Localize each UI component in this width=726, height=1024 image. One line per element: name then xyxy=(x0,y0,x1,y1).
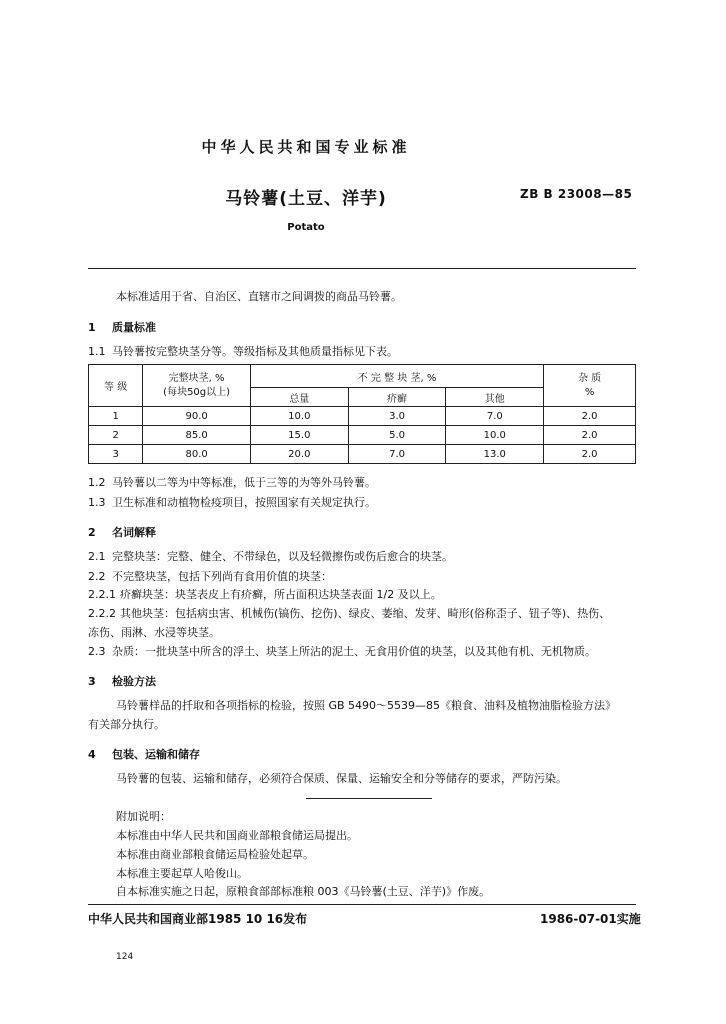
effective-date: 1986-07-01实施 xyxy=(540,912,641,926)
clause-1-1-number: 1.1 xyxy=(88,345,106,358)
clause-2-2 xyxy=(88,570,332,584)
clause-2-2-1 xyxy=(88,588,442,602)
clause-2-1-number: 2.1 xyxy=(88,550,106,563)
cell-other: 7.0 xyxy=(446,407,544,426)
section-2-number: 2 xyxy=(88,526,96,539)
cell-impurity: 2.0 xyxy=(544,426,636,445)
clause-2-2-text: 不完整块茎，包括下列尚有食用价值的块茎： xyxy=(112,570,332,583)
notes-line: 本标准由商业部粮食储运局检验处起草。 xyxy=(116,848,314,861)
cell-whole: 85.0 xyxy=(143,426,251,445)
col-grade-header: 等 级 xyxy=(89,365,143,407)
quality-grade-table xyxy=(88,364,636,464)
notes-divider xyxy=(306,798,432,799)
notes-title: 附加说明： xyxy=(116,810,171,823)
col-other-header: 其他 xyxy=(446,388,544,407)
clause-2-2-number: 2.2 xyxy=(88,570,106,583)
clause-2-2-2-number: 2.2.2 xyxy=(88,607,116,620)
notes-line: 自本标准实施之日起，原粮食部部标准粮 003《马铃薯(土豆、洋芋)》作废。 xyxy=(116,885,491,898)
section-2-title: 名词解释 xyxy=(112,526,156,539)
clause-2-2-2 xyxy=(88,607,610,621)
clause-2-3 xyxy=(88,645,596,659)
page-number: 124 xyxy=(116,952,134,962)
section-3-text: 马铃薯样品的扦取和各项指标的检验，按照 GB 5490～5539—85《粮食、油料及植物油脂检验方法》 xyxy=(116,699,617,712)
cell-other: 13.0 xyxy=(446,445,544,464)
scope-paragraph: 本标准适用于省、自治区、直辖市之间调拨的商品马铃薯。 xyxy=(116,290,402,303)
col-whole-header-line1: 完整块茎, % xyxy=(168,372,225,384)
standard-code: ZB B 23008—85 xyxy=(520,187,633,201)
issuing-body-title: 中华人民共和国专业标准 xyxy=(201,138,411,156)
col-whole-header-line2: (每块50g以上) xyxy=(163,386,231,398)
col-total-header: 总量 xyxy=(250,388,348,407)
section-4-title: 包装、运输和储存 xyxy=(112,748,200,761)
clause-1-2 xyxy=(88,476,376,490)
section-2-heading xyxy=(88,524,156,540)
notes-line: 本标准主要起草人哈俊山。 xyxy=(116,867,248,880)
clause-1-1-text: 马铃薯按完整块茎分等。等级指标及其他质量指标见下表。 xyxy=(112,345,398,358)
clause-2-1-text: 完整块茎：完整、健全、不带绿色，以及轻微擦伤或伤后愈合的块茎。 xyxy=(112,550,453,563)
col-impurity-header xyxy=(544,365,636,407)
clause-2-2-2-continuation: 冻伤、雨淋、水浸等块茎。 xyxy=(88,626,220,639)
table-row xyxy=(89,407,636,426)
clause-1-2-text: 马铃薯以二等为中等标准，低于三等的为等外马铃薯。 xyxy=(112,476,376,489)
section-1-number: 1 xyxy=(88,321,96,334)
issue-date: 中华人民共和国商业部1985 10 16发布 xyxy=(88,912,308,926)
cell-total: 10.0 xyxy=(250,407,348,426)
footer-divider xyxy=(88,904,636,905)
table-row xyxy=(89,445,636,464)
clause-2-2-2-text: 其他块茎：包括病虫害、机械伤(镐伤、挖伤)、绿皮、萎缩、发芽、畸形(俗称歪子、钮子等)、热伤、 xyxy=(120,607,611,620)
clause-1-2-number: 1.2 xyxy=(88,476,106,489)
cell-scab: 7.0 xyxy=(348,445,446,464)
section-3-title: 检验方法 xyxy=(112,675,156,688)
col-scab-header: 疥癣 xyxy=(348,388,446,407)
cell-whole: 80.0 xyxy=(143,445,251,464)
section-1-title: 质量标准 xyxy=(112,321,156,334)
col-impurity-header-line2: % xyxy=(584,386,595,398)
cell-total: 20.0 xyxy=(250,445,348,464)
cell-grade: 1 xyxy=(89,407,143,426)
header-divider xyxy=(88,268,636,269)
standard-title: 马铃薯(土豆、洋芋) xyxy=(225,189,387,209)
section-1-heading xyxy=(88,319,156,335)
clause-2-2-1-text: 疥癣块茎：块茎表皮上有疥癣，所占面积达块茎表面 1/2 及以上。 xyxy=(120,588,442,601)
section-4-number: 4 xyxy=(88,748,96,761)
section-3-text-continuation: 有关部分执行。 xyxy=(88,718,165,731)
clause-2-2-1-number: 2.2.1 xyxy=(88,588,116,601)
section-3-number: 3 xyxy=(88,675,96,688)
cell-scab: 5.0 xyxy=(348,426,446,445)
cell-impurity: 2.0 xyxy=(544,445,636,464)
notes-line: 本标准由中华人民共和国商业部粮食储运局提出。 xyxy=(116,829,358,842)
section-4-heading xyxy=(88,746,200,762)
table-row xyxy=(89,426,636,445)
standard-english-title: Potato xyxy=(287,222,325,233)
cell-grade: 2 xyxy=(89,426,143,445)
col-impurity-header-line1: 杂 质 xyxy=(577,372,602,384)
col-whole-header xyxy=(143,365,251,407)
cell-impurity: 2.0 xyxy=(544,407,636,426)
clause-2-3-number: 2.3 xyxy=(88,645,106,658)
clause-1-3-number: 1.3 xyxy=(88,496,106,509)
cell-total: 15.0 xyxy=(250,426,348,445)
clause-2-3-text: 杂质：一批块茎中所含的浮土、块茎上所沾的泥土、无食用价值的块茎，以及其他有机、无机物质。 xyxy=(112,645,596,658)
clause-1-3-text: 卫生标准和动植物检疫项目，按照国家有关规定执行。 xyxy=(112,496,376,509)
col-incomplete-header: 不 完 整 块 茎, % xyxy=(250,365,543,388)
clause-1-3 xyxy=(88,496,376,510)
clause-1-1 xyxy=(88,345,398,359)
clause-2-1 xyxy=(88,550,453,564)
cell-grade: 3 xyxy=(89,445,143,464)
cell-whole: 90.0 xyxy=(143,407,251,426)
cell-scab: 3.0 xyxy=(348,407,446,426)
cell-other: 10.0 xyxy=(446,426,544,445)
section-3-heading xyxy=(88,673,156,689)
section-4-text: 马铃薯的包装、运输和储存，必须符合保质、保量、运输安全和分等储存的要求，严防污染。 xyxy=(116,772,567,785)
